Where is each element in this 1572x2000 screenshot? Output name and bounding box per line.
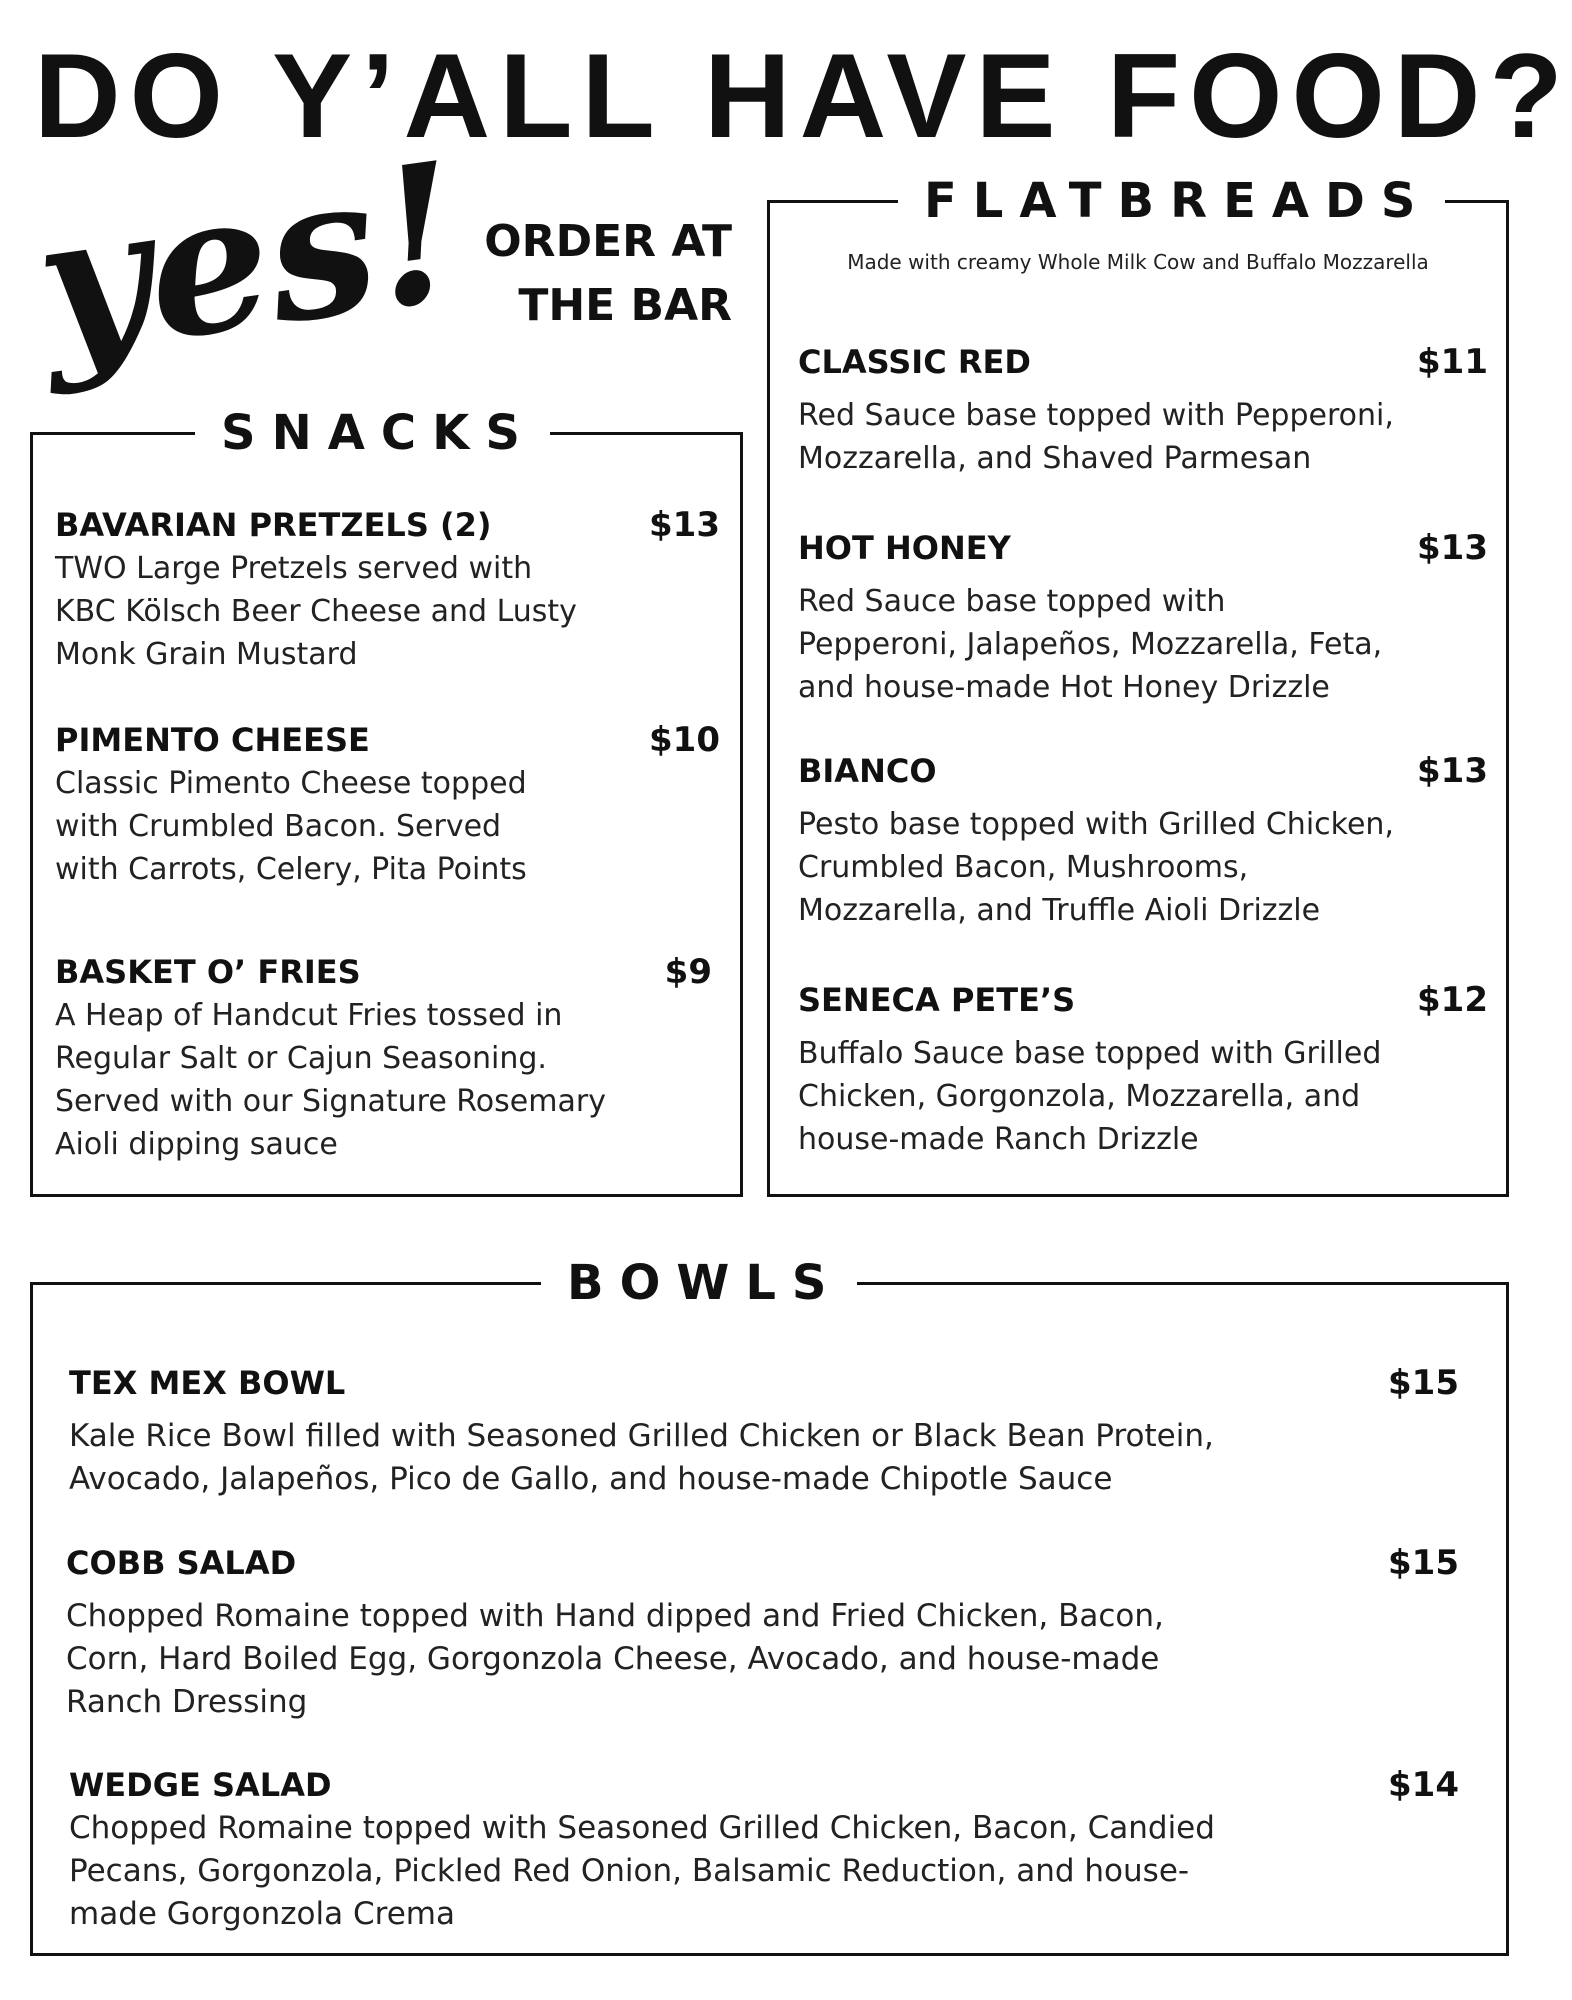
item-description: Kale Rice Bowl filled with Seasoned Grilled Chicken or Black Bean Protein, Avocado, Jalapeños, Pico de Gallo, and house-made Chipotle Sauce xyxy=(69,1418,1214,1497)
yes-script-logo xyxy=(23,119,473,400)
item-description: TWO Large Pretzels served with KBC Kölsch Beer Cheese and Lusty Monk Grain Mustard xyxy=(55,551,577,672)
item-name: PIMENTO CHEESE xyxy=(55,721,370,759)
item-name: WEDGE SALAD xyxy=(69,1766,332,1804)
item-name: COBB SALAD xyxy=(66,1544,297,1582)
item-description: Red Sauce base topped with Pepperoni, Mozzarella, and Shaved Parmesan xyxy=(798,398,1394,476)
flatbreads-section xyxy=(767,173,1509,1197)
menu-item-cobb-salad xyxy=(66,1541,1459,1724)
menu-item-bavarian-pretzels xyxy=(55,503,720,676)
item-name: BAVARIAN PRETZELS (2) xyxy=(55,506,492,544)
snacks-heading: SNACKS xyxy=(195,405,550,461)
item-description: Red Sauce base topped with Pepperoni, Jalapeños, Mozzarella, Feta, and house-made Hot Honey Drizzle xyxy=(798,584,1383,705)
item-price: $15 xyxy=(1388,1543,1459,1583)
order-line-1: ORDER AT xyxy=(484,216,732,267)
item-price: $15 xyxy=(1388,1363,1459,1403)
item-price: $12 xyxy=(1417,980,1488,1020)
menu-item-tex-mex-bowl xyxy=(69,1361,1459,1501)
item-description: Buffalo Sauce base topped with Grilled Chicken, Gorgonzola, Mozzarella, and house-made Ranch Drizzle xyxy=(798,1036,1382,1157)
menu-title: DO Y’ALL HAVE FOOD? xyxy=(34,29,1572,163)
item-name: TEX MEX BOWL xyxy=(69,1364,346,1402)
item-price: $10 xyxy=(649,720,720,760)
item-description: Chopped Romaine topped with Hand dipped and Fried Chicken, Bacon, Corn, Hard Boiled Egg, Gorgonzola Cheese, Avocado, and house-made Ranch Dressing xyxy=(66,1598,1164,1720)
menu-item-bianco xyxy=(798,749,1488,932)
menu-item-hot-honey xyxy=(798,526,1488,709)
item-price: $11 xyxy=(1417,342,1488,382)
item-price: $9 xyxy=(664,952,712,992)
menu-item-seneca-petes xyxy=(798,978,1488,1161)
menu-item-pimento-cheese xyxy=(55,718,720,891)
item-price: $14 xyxy=(1388,1765,1459,1805)
yes-text: yes! xyxy=(23,119,473,400)
order-at-bar-note xyxy=(440,210,732,338)
menu-item-basket-o-fries xyxy=(55,950,720,1166)
item-description: A Heap of Handcut Fries tossed in Regular Salt or Cajun Seasoning. Served with our Signature Rosemary Aioli dipping sauce xyxy=(55,998,606,1162)
item-price: $13 xyxy=(1417,528,1488,568)
flatbreads-heading: FLATBREADS xyxy=(898,173,1445,229)
item-description: Pesto base topped with Grilled Chicken, Crumbled Bacon, Mushrooms, Mozzarella, and Truffle Aioli Drizzle xyxy=(798,807,1394,928)
item-description: Chopped Romaine topped with Seasoned Grilled Chicken, Bacon, Candied Pecans, Gorgonzola, Pickled Red Onion, Balsamic Reduction, and house- made Gorgonzola Crema xyxy=(69,1810,1215,1932)
item-name: SENECA PETE’S xyxy=(798,981,1076,1019)
item-description: Classic Pimento Cheese topped with Crumbled Bacon. Served with Carrots, Celery, Pita Points xyxy=(55,766,527,887)
order-line-2: THE BAR xyxy=(518,280,732,331)
item-price: $13 xyxy=(649,505,720,545)
menu-item-classic-red xyxy=(798,340,1488,480)
snacks-section xyxy=(30,405,743,1197)
item-name: BASKET O’ FRIES xyxy=(55,953,361,991)
item-name: HOT HONEY xyxy=(798,529,1011,567)
bowls-heading: BOWLS xyxy=(541,1255,857,1311)
yes-script-graphic xyxy=(23,119,473,400)
flatbreads-subtitle: Made with creamy Whole Milk Cow and Buffalo Mozzarella xyxy=(847,250,1429,274)
bowls-section xyxy=(30,1255,1509,1956)
item-price: $13 xyxy=(1417,751,1488,791)
menu-item-wedge-salad xyxy=(69,1763,1459,1936)
item-name: CLASSIC RED xyxy=(798,343,1031,381)
item-name: BIANCO xyxy=(798,752,937,790)
